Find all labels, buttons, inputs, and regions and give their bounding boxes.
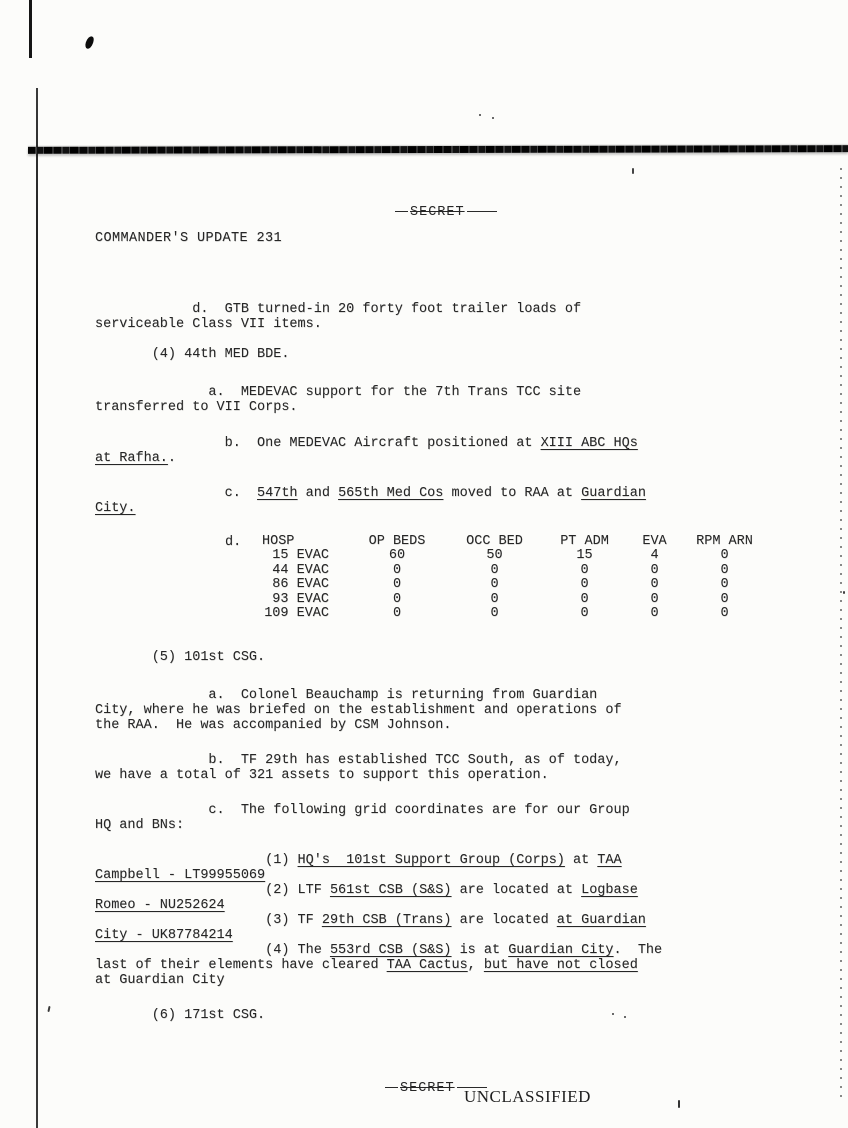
text-line: d. GTB turned-in 20 forty foot trailer loads of	[95, 302, 582, 317]
unclassified-stamp: UNCLASSIFIED	[464, 1087, 591, 1106]
strike-line-segment	[467, 211, 497, 212]
paragraph	[95, 486, 646, 516]
table-header-cell: EVA	[642, 534, 667, 549]
table-cell: 0	[392, 577, 402, 593]
paragraph	[95, 650, 265, 665]
text-line: (4) 44th MED BDE.	[95, 347, 290, 362]
table-cell: 0	[720, 606, 729, 622]
text-line: a. MEDEVAC support for the 7th Trans TCC site	[95, 385, 582, 400]
text-line: (6) 171st CSG.	[95, 1008, 266, 1023]
paragraph	[95, 347, 289, 362]
hospital-table-grid	[262, 535, 767, 621]
text-line: a. Colonel Beauchamp is returning from Guardian	[95, 688, 598, 703]
table-cell: 0	[392, 562, 402, 578]
table-cell: 15	[576, 548, 593, 564]
text-line: City, where he was briefed on the establishment and operations of	[95, 703, 622, 718]
table-header-cell: RPM ARN	[696, 534, 753, 549]
strike-line-segment	[395, 211, 408, 212]
scan-speck	[47, 1006, 50, 1012]
table-header-cell: PT ADM	[560, 534, 609, 549]
document-title: COMMANDER'S UPDATE 231	[95, 231, 283, 246]
text-line: HQ and BNs:	[95, 818, 185, 833]
paragraph	[95, 302, 581, 332]
text-line: (3) TF 29th CSB (Trans) are located at Guardian	[95, 913, 646, 928]
scan-left-edge-line	[36, 88, 38, 1128]
scan-speck	[492, 117, 494, 119]
paragraph	[95, 1008, 265, 1023]
table-cell: 0	[580, 591, 589, 607]
text-line: City.	[95, 501, 136, 516]
table-cell: 60	[388, 548, 406, 564]
table-cell: 0	[650, 606, 659, 622]
ink-blot-mark	[84, 35, 95, 50]
table-cell: 109 EVAC	[264, 606, 329, 622]
paragraph	[95, 436, 638, 466]
table-cell: 0	[490, 606, 499, 622]
text-line: Romeo - NU252624	[95, 898, 225, 913]
table-cell: 0	[580, 606, 589, 622]
table-cell: 0	[490, 591, 499, 607]
text-line: c. 547th and 565th Med Cos moved to RAA at Guardian	[95, 486, 646, 501]
table-cell: 4	[650, 548, 659, 564]
classification-header	[393, 205, 499, 220]
table-cell: 15 EVAC	[272, 548, 329, 564]
paragraph	[95, 853, 662, 988]
text-line: (5) 101st CSG.	[95, 650, 266, 665]
scan-corner-line	[29, 0, 32, 58]
text-line: City - UK87784214	[95, 928, 233, 943]
text-line: at Guardian City	[95, 973, 225, 988]
table-header-cell: HOSP	[262, 534, 295, 549]
table-cell: 0	[650, 562, 659, 578]
text-line: at Rafha..	[95, 451, 177, 466]
table-cell: 0	[392, 591, 402, 607]
text-line: serviceable Class VII items.	[95, 317, 322, 332]
table-cell: 0	[720, 591, 729, 607]
classification-text-bottom: SECRET	[400, 1081, 455, 1096]
strike-line-segment	[385, 1087, 398, 1088]
table-cell: 0	[580, 562, 589, 578]
paragraph	[95, 385, 581, 415]
table-cell: 50	[486, 548, 503, 564]
scan-right-edge-dots	[840, 168, 842, 1098]
scan-speck	[678, 1100, 680, 1108]
table-cell: 0	[720, 548, 729, 564]
table-cell: 0	[392, 606, 402, 622]
text-line: the RAA. He was accompanied by CSM Johnson.	[95, 718, 452, 733]
paragraph	[95, 803, 630, 833]
table-cell: 93 EVAC	[272, 591, 329, 607]
scan-speck	[612, 1013, 614, 1015]
table-cell: 0	[650, 591, 659, 607]
text-line: (2) LTF 561st CSB (S&S) are located at Logbase	[95, 883, 638, 898]
table-cell: 0	[650, 577, 659, 593]
text-line: c. The following grid coordinates are for our Group	[95, 803, 630, 818]
table-cell: 0	[580, 577, 589, 593]
table-cell: 86 EVAC	[272, 577, 329, 593]
text-line: Campbell - LT99955069	[95, 868, 266, 883]
text-line: (1) HQ's 101st Support Group (Corps) at TAA	[95, 853, 622, 868]
text-line: last of their elements have cleared TAA Cactus, but have not closed	[95, 958, 638, 973]
scan-speck	[632, 168, 634, 174]
text-line: (4) The 553rd CSB (S&S) is at Guardian City. The	[95, 943, 663, 958]
scan-speck	[479, 114, 481, 116]
scan-speck	[843, 591, 845, 594]
paragraph	[95, 688, 622, 733]
text-line: transferred to VII Corps.	[95, 400, 298, 415]
text-line: we have a total of 321 assets to support this operation.	[95, 768, 549, 783]
table-cell: 44 EVAC	[272, 562, 329, 578]
text-line: b. TF 29th has established TCC South, as of today,	[95, 753, 622, 768]
classification-text-top: SECRET	[410, 205, 465, 220]
table-cell: 0	[720, 562, 729, 578]
table-item-label: d.	[225, 535, 242, 550]
table-cell: 0	[490, 562, 499, 578]
table-header-cell: OCC BED	[466, 534, 523, 549]
text-line: b. One MEDEVAC Aircraft positioned at XIII ABC HQs	[95, 436, 638, 451]
scan-noise-band	[28, 145, 848, 154]
scan-speck	[624, 1016, 626, 1018]
paragraph	[95, 753, 622, 783]
table-cell: 0	[720, 577, 729, 593]
table-header-cell: OP BEDS	[368, 534, 426, 549]
table-cell: 0	[490, 577, 499, 593]
